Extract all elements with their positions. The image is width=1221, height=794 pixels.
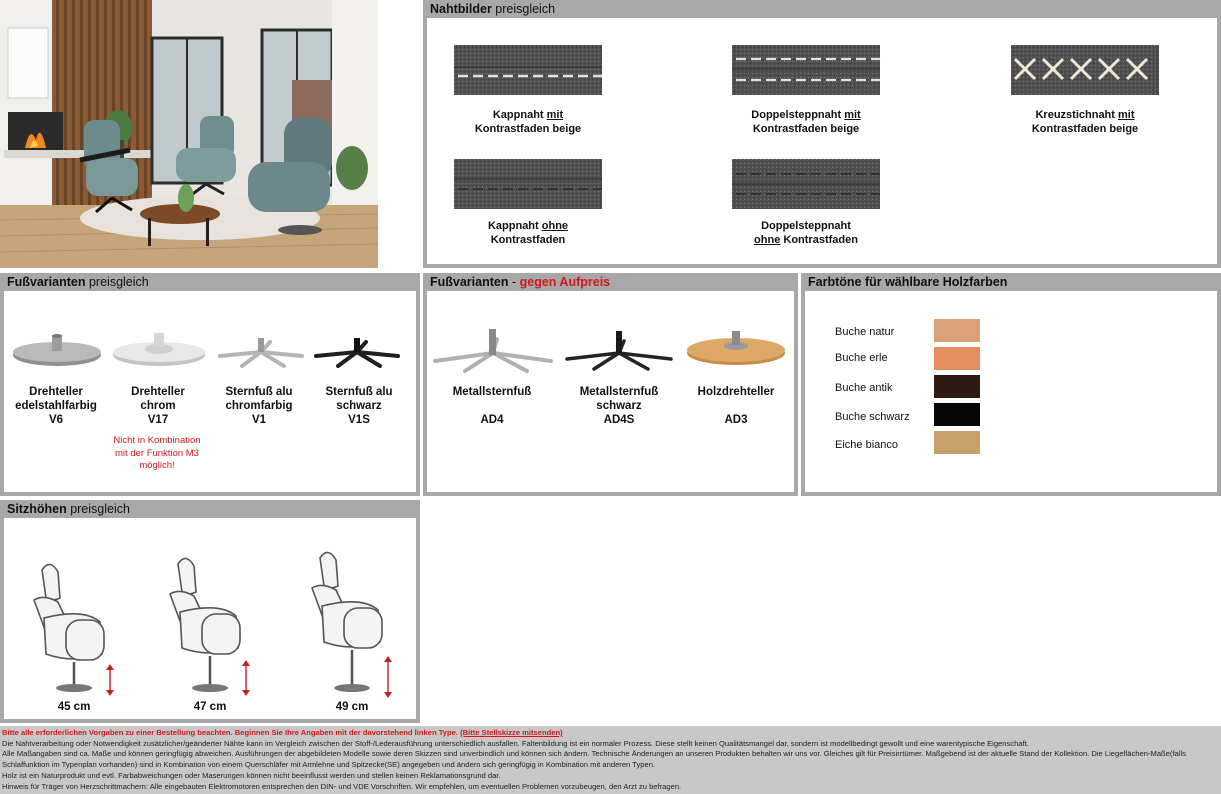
sitzhoehen-header: Sitzhöhen preisgleich — [7, 502, 130, 516]
farbtoene-header: Farbtöne für wählbare Holzfarben — [808, 275, 1008, 289]
seam-label-5: Doppelsteppnaht ohne Kontrastfaden — [754, 220, 858, 246]
wood-swatch-buche-antik — [934, 375, 980, 398]
holzdrehteller-image — [686, 327, 786, 367]
footer-notes — [0, 726, 1221, 794]
fussvarianten-aufpreis-header: Fußvarianten - gegen Aufpreis — [430, 275, 611, 289]
fuss-v1-label: Sternfuß alu chromfarbig V1 — [225, 386, 293, 426]
footer-line-5: Hinweis für Träger von Herzschrittmachern: Alle eingebauten Elektromotoren entsprechen den DIN- und VDE Vorschriften. Wir empfehlen, um eventuellen Problemen vorzubeugen, den Arzt zu befragen. — [2, 781, 682, 791]
sitzhoehen-panel — [0, 500, 420, 723]
drehteller-chrom-image — [112, 333, 206, 369]
living-room-illustration — [0, 0, 378, 268]
wood-color-row: Buche erle — [835, 352, 888, 364]
seam-label-4: Kappnaht ohne Kontrastfaden — [487, 220, 569, 246]
sitzhoehe-47-sketch — [160, 552, 260, 708]
sternfuss-alu-schwarz-image — [310, 336, 404, 370]
fussvarianten-preisgleich-header: Fußvarianten preisgleich — [7, 275, 149, 289]
footer-line-4: Holz ist ein Naturprodukt und evtl. Farbabweichungen oder Maserungen können nicht beeinflusst werden und stellen keinen Reklamationsgrund dar. — [2, 770, 501, 780]
seam-label-3: Kreuzstichnaht mit Kontrastfaden beige — [1031, 109, 1139, 135]
fuss-v17-warning: Nicht in Kombination mit der Funktion M3 möglich! — [113, 435, 201, 471]
fussvarianten-aufpreis-panel — [423, 273, 798, 496]
seam-doppelsteppnaht-ohne-swatch — [732, 159, 880, 209]
nahtbilder-panel — [423, 0, 1221, 268]
sternfuss-alu-chrom-image — [214, 336, 308, 370]
sitzhoehe-45-label: 45 cm — [57, 701, 91, 713]
fuss-ad4-label: Metallsternfuß AD4 — [452, 386, 532, 426]
fuss-ad3-label: Holzdrehteller AD3 — [697, 386, 775, 426]
wood-swatch-buche-erle — [934, 347, 980, 370]
fuss-ad4s-label: Metallsternfuß schwarz AD4S — [579, 386, 659, 426]
sitzhoehe-47-label: 47 cm — [193, 701, 227, 713]
wood-swatch-eiche-bianco — [934, 431, 980, 454]
fussvarianten-preisgleich-panel — [0, 273, 420, 496]
metallsternfuss-schwarz-image — [564, 329, 674, 373]
seam-kappnaht-mit-swatch — [454, 45, 602, 95]
hero-photo — [0, 0, 378, 268]
wood-swatch-buche-schwarz — [934, 403, 980, 426]
nahtbilder-header: Nahtbilder preisgleich — [430, 2, 556, 16]
metallsternfuss-image — [431, 325, 555, 375]
drehteller-edelstahl-image — [12, 333, 102, 369]
wood-color-row: Buche antik — [835, 382, 893, 394]
fuss-v17-label: Drehteller chrom V17 — [131, 386, 185, 426]
wood-color-row: Buche schwarz — [835, 411, 910, 423]
seam-doppelsteppnaht-mit-swatch — [732, 45, 880, 95]
wood-color-row: Buche natur — [835, 326, 895, 338]
seam-kreuzstich-mit-swatch — [1011, 45, 1159, 95]
sitzhoehe-49-label: 49 cm — [335, 701, 369, 713]
sitzhoehe-45-sketch — [24, 558, 124, 708]
seam-label-1: Kappnaht mit Kontrastfaden beige — [474, 109, 582, 135]
footer-line-1: Bitte alle erforderlichen Vorgaben zu einer Bestellung beachten. Beginnen Sie Ihre Angaben mit der davorstehend linken Type. (Bitte Stellskizze mitsenden) — [2, 728, 563, 737]
seam-kappnaht-ohne-swatch — [454, 159, 602, 209]
footer-line-2: Die Nahtverarbeitung oder Notwendigkeit zusätzlicher/geänderter Nähte kann im Vergleich zwischen der Stoff-/Lederausführung unterschiedlich ausfallen. Faltenbildung ist ein normaler Prozess. Diese stellt keinen Qualitätsmangel dar, sondern ist modellbedingt gewollt und eine warentypische Eigenschaft. — [2, 738, 1029, 748]
fuss-v6-label: Drehteller edelstahlfarbig V6 — [15, 386, 97, 426]
fuss-v1s-label: Sternfuß alu schwarz V1S — [325, 386, 393, 426]
footer-line-3: Alle Maßangaben sind ca. Maße und können geringfügig abweichen. Ausführungen der abgebildeten Modelle sowie deren Skizzen sind unverbindlich und können sich ändern. Technische Änderungen an unseren Produkten behalten wir uns vor. Gleiches gilt für Preisirrtümer. Maßgebend ist der aktuelle Stand der Kollektion. Die Liegeflächen-Maße(falls Schlaffunktion im Typenplan vorhanden) sind in Kombination von einem Querschläfer mit Armlehne und Spitzecke(SE) angegeben und ändern sich geringfügig in Kombination mit anderen Typen. — [2, 749, 1186, 770]
farbtoene-panel — [801, 273, 1221, 496]
sitzhoehe-49-sketch — [302, 546, 402, 710]
seam-label-2: Doppelsteppnaht mit Kontrastfaden beige — [751, 109, 861, 135]
wood-swatch-buche-natur — [934, 319, 980, 342]
wood-color-row: Eiche bianco — [835, 439, 898, 451]
